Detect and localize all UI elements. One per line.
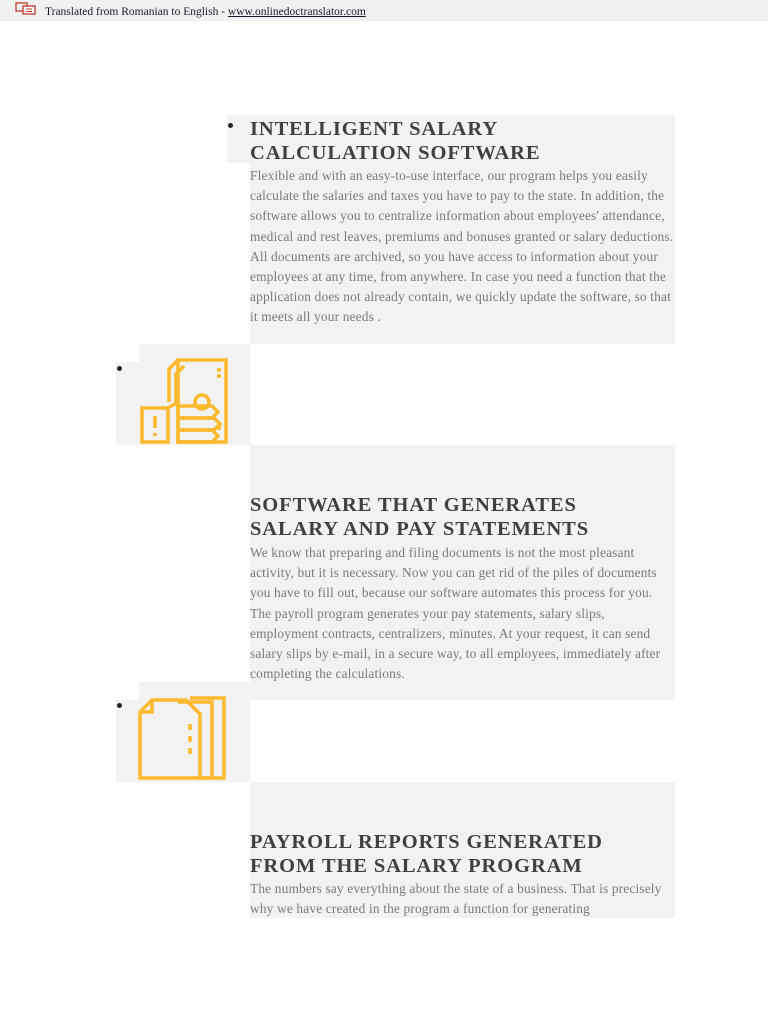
section-1-title — [250, 117, 670, 165]
section-1-title-line1: INTELLIGENT SALARY — [250, 118, 499, 140]
list-bullet — [228, 123, 233, 128]
section-3-body: The numbers say everything about the state of a business. That is precisely why we have created in the program a function for generating — [250, 881, 662, 917]
translation-bar — [0, 0, 768, 21]
section-3-title-line2: FROM THE SALARY PROGRAM — [250, 855, 583, 877]
section-2-title-line1: SOFTWARE THAT GENERATES — [250, 494, 577, 516]
translator-link[interactable]: www.onlinedoctranslator.com — [227, 6, 366, 18]
translator-logo-icon — [15, 2, 37, 16]
documents-icon — [138, 694, 230, 782]
list-bullet — [117, 703, 122, 708]
translation-notice — [45, 6, 366, 18]
section-2-title — [250, 493, 670, 541]
section-2-body: We know that preparing and filing documents is not the most pleasant activity, but it is necessary. Now you can get rid of the piles of documents you have to fill out, because our software automates this process for you. The payroll program generates your pay statements, salary slips, employment contracts, centralizers, minutes. At your request, it can send salary slips by e-mail, in a secure way, to all employees, immediately after completing the calculations. — [250, 545, 661, 682]
section-3-title — [250, 830, 670, 878]
translation-prefix: Translated from Romanian to English - — [45, 6, 228, 18]
section-3-title-line1: PAYROLL REPORTS GENERATED — [250, 831, 603, 853]
money-in-hand-icon — [138, 358, 230, 446]
section-1-title-line2: CALCULATION SOFTWARE — [250, 142, 541, 164]
list-bullet — [117, 366, 122, 371]
section-1-body: Flexible and with an easy-to-use interface, our program helps you easily calculate the salaries and taxes you have to pay to the state. In addition, the software allows you to centralize information about employees' attendance, medical and rest leaves, premiums and bonuses granted or salary deductions. All documents are archived, so you have access to information about your employees at any time, from anywhere. In case you need a function that the application does not already contain, we quickly update the software, so that it meets all your needs . — [250, 168, 674, 325]
section-2-title-line2: SALARY AND PAY STATEMENTS — [250, 518, 590, 540]
